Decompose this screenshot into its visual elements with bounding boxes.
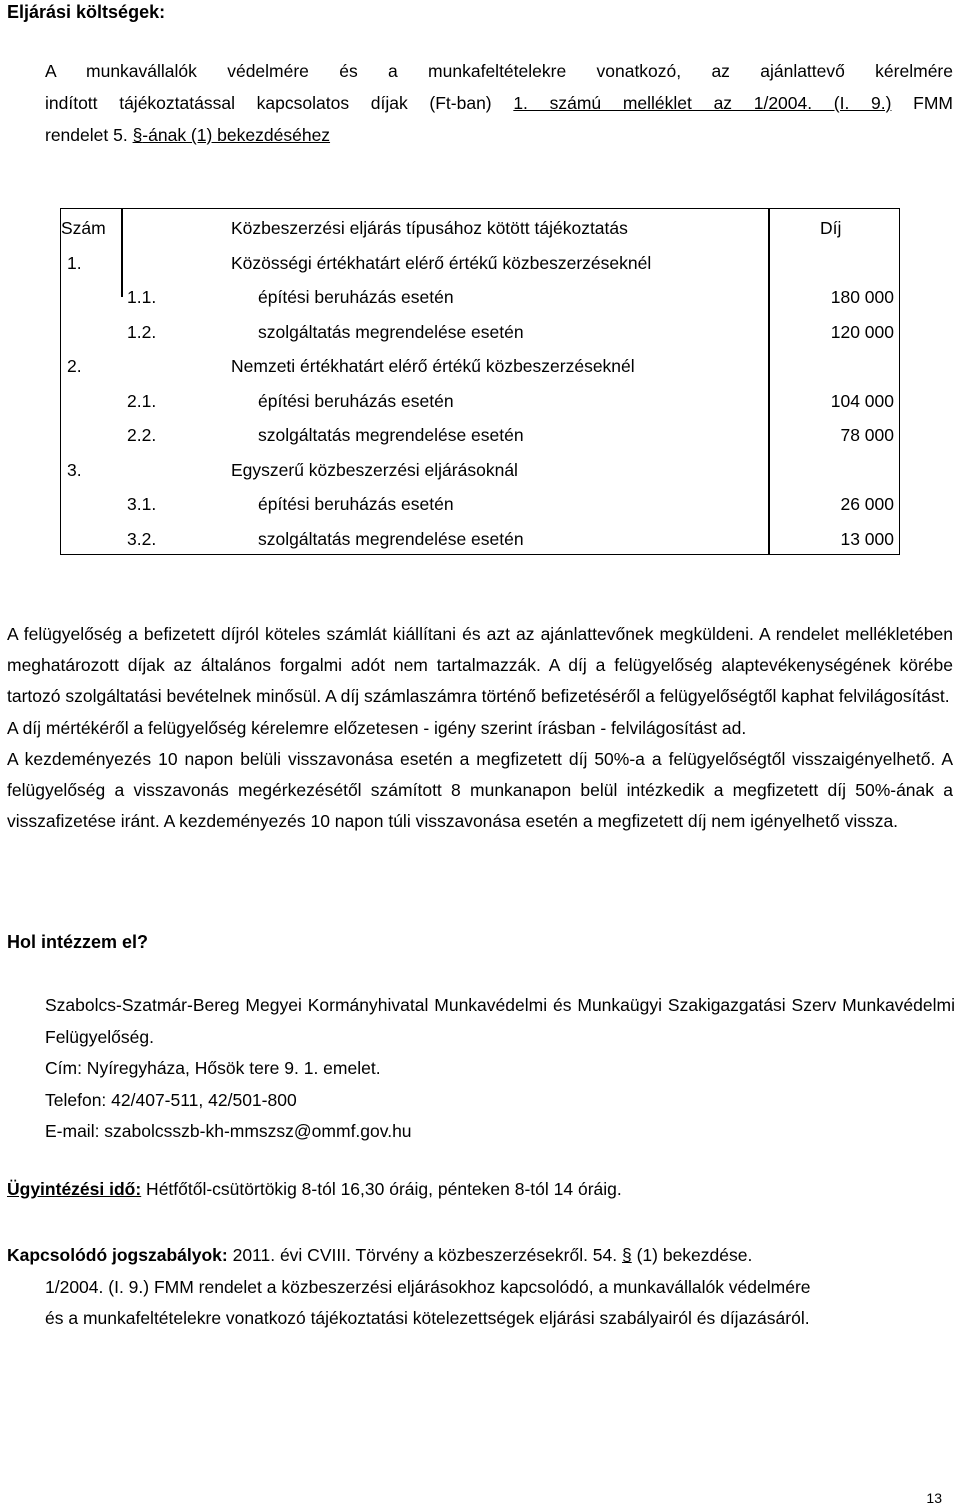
header-fee: Díj [820, 218, 842, 238]
row-subnumber: 1.1. [127, 287, 157, 307]
office-email[interactable]: E-mail: szabolcsszb-kh-mmszsz@ommf.gov.hu [45, 1121, 412, 1141]
row-subnumber: 3.1. [127, 494, 157, 514]
paragraph-link[interactable] [622, 1245, 632, 1265]
intro-paragraph [45, 55, 953, 151]
row-fee: 104 000 [830, 390, 894, 411]
table-row [61, 418, 899, 453]
table-row [61, 280, 899, 315]
related-laws [7, 1240, 953, 1335]
intro-line-3 [45, 119, 953, 151]
row-fee: 180 000 [830, 287, 894, 307]
contact-block [45, 990, 955, 1148]
hours-text: Hétfőtől-csütörtökig 8-tól 16,30 óráig, pénteken 8-tól 14 óráig. [141, 1179, 622, 1199]
table-row [61, 246, 899, 281]
section-link[interactable]: §-ának (1) bekezdéséhez [132, 125, 331, 145]
laws-line-3: és a munkafeltételekre vonatkozó tájékoztatási kötelezettségek eljárási szabályairól és díjazásáról. [45, 1308, 810, 1328]
section-sign-icon: § [622, 1245, 632, 1265]
office-phone: Telefon: 42/407-511, 42/501-800 [45, 1089, 297, 1110]
hours-label: Ügyintézési idő: [7, 1179, 142, 1199]
information-paragraph: A díj mértékéről a felügyelőség kérelemre előzetesen - igény szerint írásban - felvilágosítást ad. [7, 717, 747, 738]
office-name: Szabolcs-Szatmár-Bereg Megyei Kormányhivatal Munkavédelmi és Munkaügyi Szakigazgatási Szerv Munkavédelmi Felügyelőség. [45, 995, 955, 1047]
intro-line-2 [45, 87, 953, 119]
laws-line-1 [7, 1240, 953, 1272]
section-sign-icon: § [132, 125, 143, 145]
row-fee: 120 000 [830, 321, 894, 342]
annex-link[interactable]: 1. számú melléklet az 1/2004. (I. 9.) [513, 93, 892, 113]
row-subnumber: 2.1. [127, 390, 157, 411]
intro-text-tail: FMM [891, 93, 953, 113]
table-row [61, 349, 899, 384]
office-address: Cím: Nyíregyháza, Hősök tere 9. 1. emelet. [45, 1058, 381, 1078]
row-description: Nemzeti értékhatárt elérő értékű közbeszerzéseknél [231, 356, 635, 376]
laws-text-tail: (1) bekezdése. [631, 1245, 753, 1265]
table-row [61, 453, 899, 488]
row-description: szolgáltatás megrendelése esetén [258, 321, 524, 342]
row-subnumber: 2.2. [127, 425, 157, 445]
fee-info-paragraph [7, 619, 953, 837]
table-row [61, 522, 899, 557]
fee-table [60, 208, 900, 555]
section-heading: Eljárási költségek: [7, 2, 166, 22]
refund-paragraph: A kezdeményezés 10 napon belüli visszavonása esetén a megfizetett díj 50%-a a felügyelőségtől visszaigényelhető. A felügyelőség a visszavonás megérkezésétől számított 8 munkanapon belül intézkedik a megfizetett díj 50%-ának a visszafizetése iránt. A kezdeményezés 10 napon túli visszavonása esetén a megfizetett díj nem igényelhető vissza. [7, 748, 953, 832]
row-description: építési beruházás esetén [258, 390, 454, 411]
row-number: 2. [67, 356, 82, 376]
row-description: szolgáltatás megrendelése esetén [258, 425, 524, 445]
header-number: Szám [61, 218, 106, 238]
intro-text: indított tájékoztatással kapcsolatos díjak (Ft-ban) [45, 93, 514, 113]
invoice-paragraph: A felügyelőség a befizetett díjról köteles számlát kiállítani és azt az ajánlattevőnek megküldeni. A rendelet mellékletében meghatározott díjak az általános forgalmi adót nem tartalmazzák. A díj a felügyelőség alaptevékenységének körébe tartozó szolgáltatási bevételnek minősül. A díj számlaszámra történő befizetéséről a felügyelőségtől kaphat felvilágosítást. [7, 624, 953, 707]
row-description: építési beruházás esetén [258, 494, 454, 514]
row-description: Közösségi értékhatárt elérő értékű közbeszerzéseknél [231, 252, 652, 273]
row-fee: 26 000 [840, 494, 894, 514]
laws-label: Kapcsolódó jogszabályok: [7, 1245, 228, 1265]
row-number: 3. [67, 459, 82, 480]
row-subnumber: 3.2. [127, 528, 157, 549]
laws-text: 2011. évi CVIII. Törvény a közbeszerzésekről. 54. [227, 1245, 622, 1265]
table-header-row [61, 211, 899, 246]
table-row [61, 315, 899, 350]
intro-line-1: A munkavállalók védelmére és a munkafeltételekre vonatkozó, az ajánlattevő kérelmére [45, 61, 953, 81]
where-heading: Hol intézzem el? [7, 932, 149, 952]
office-hours [7, 1179, 622, 1200]
row-subnumber: 1.2. [127, 321, 157, 342]
row-fee: 13 000 [840, 528, 894, 549]
table-row [61, 384, 899, 419]
page-number: 13 [926, 1490, 942, 1506]
laws-line-2: 1/2004. (I. 9.) FMM rendelet a közbeszerzési eljárásokhoz kapcsolódó, a munkavállalók védelmére [45, 1276, 811, 1297]
row-description: építési beruházás esetén [258, 287, 454, 307]
row-number: 1. [67, 252, 82, 273]
table-row [61, 487, 899, 522]
row-fee: 78 000 [840, 425, 894, 445]
row-description: szolgáltatás megrendelése esetén [258, 528, 524, 549]
header-description: Közbeszerzési eljárás típusához kötött tájékoztatás [231, 218, 628, 238]
row-description: Egyszerű közbeszerzési eljárásoknál [231, 459, 518, 480]
intro-text-3: rendelet 5. [45, 125, 133, 145]
